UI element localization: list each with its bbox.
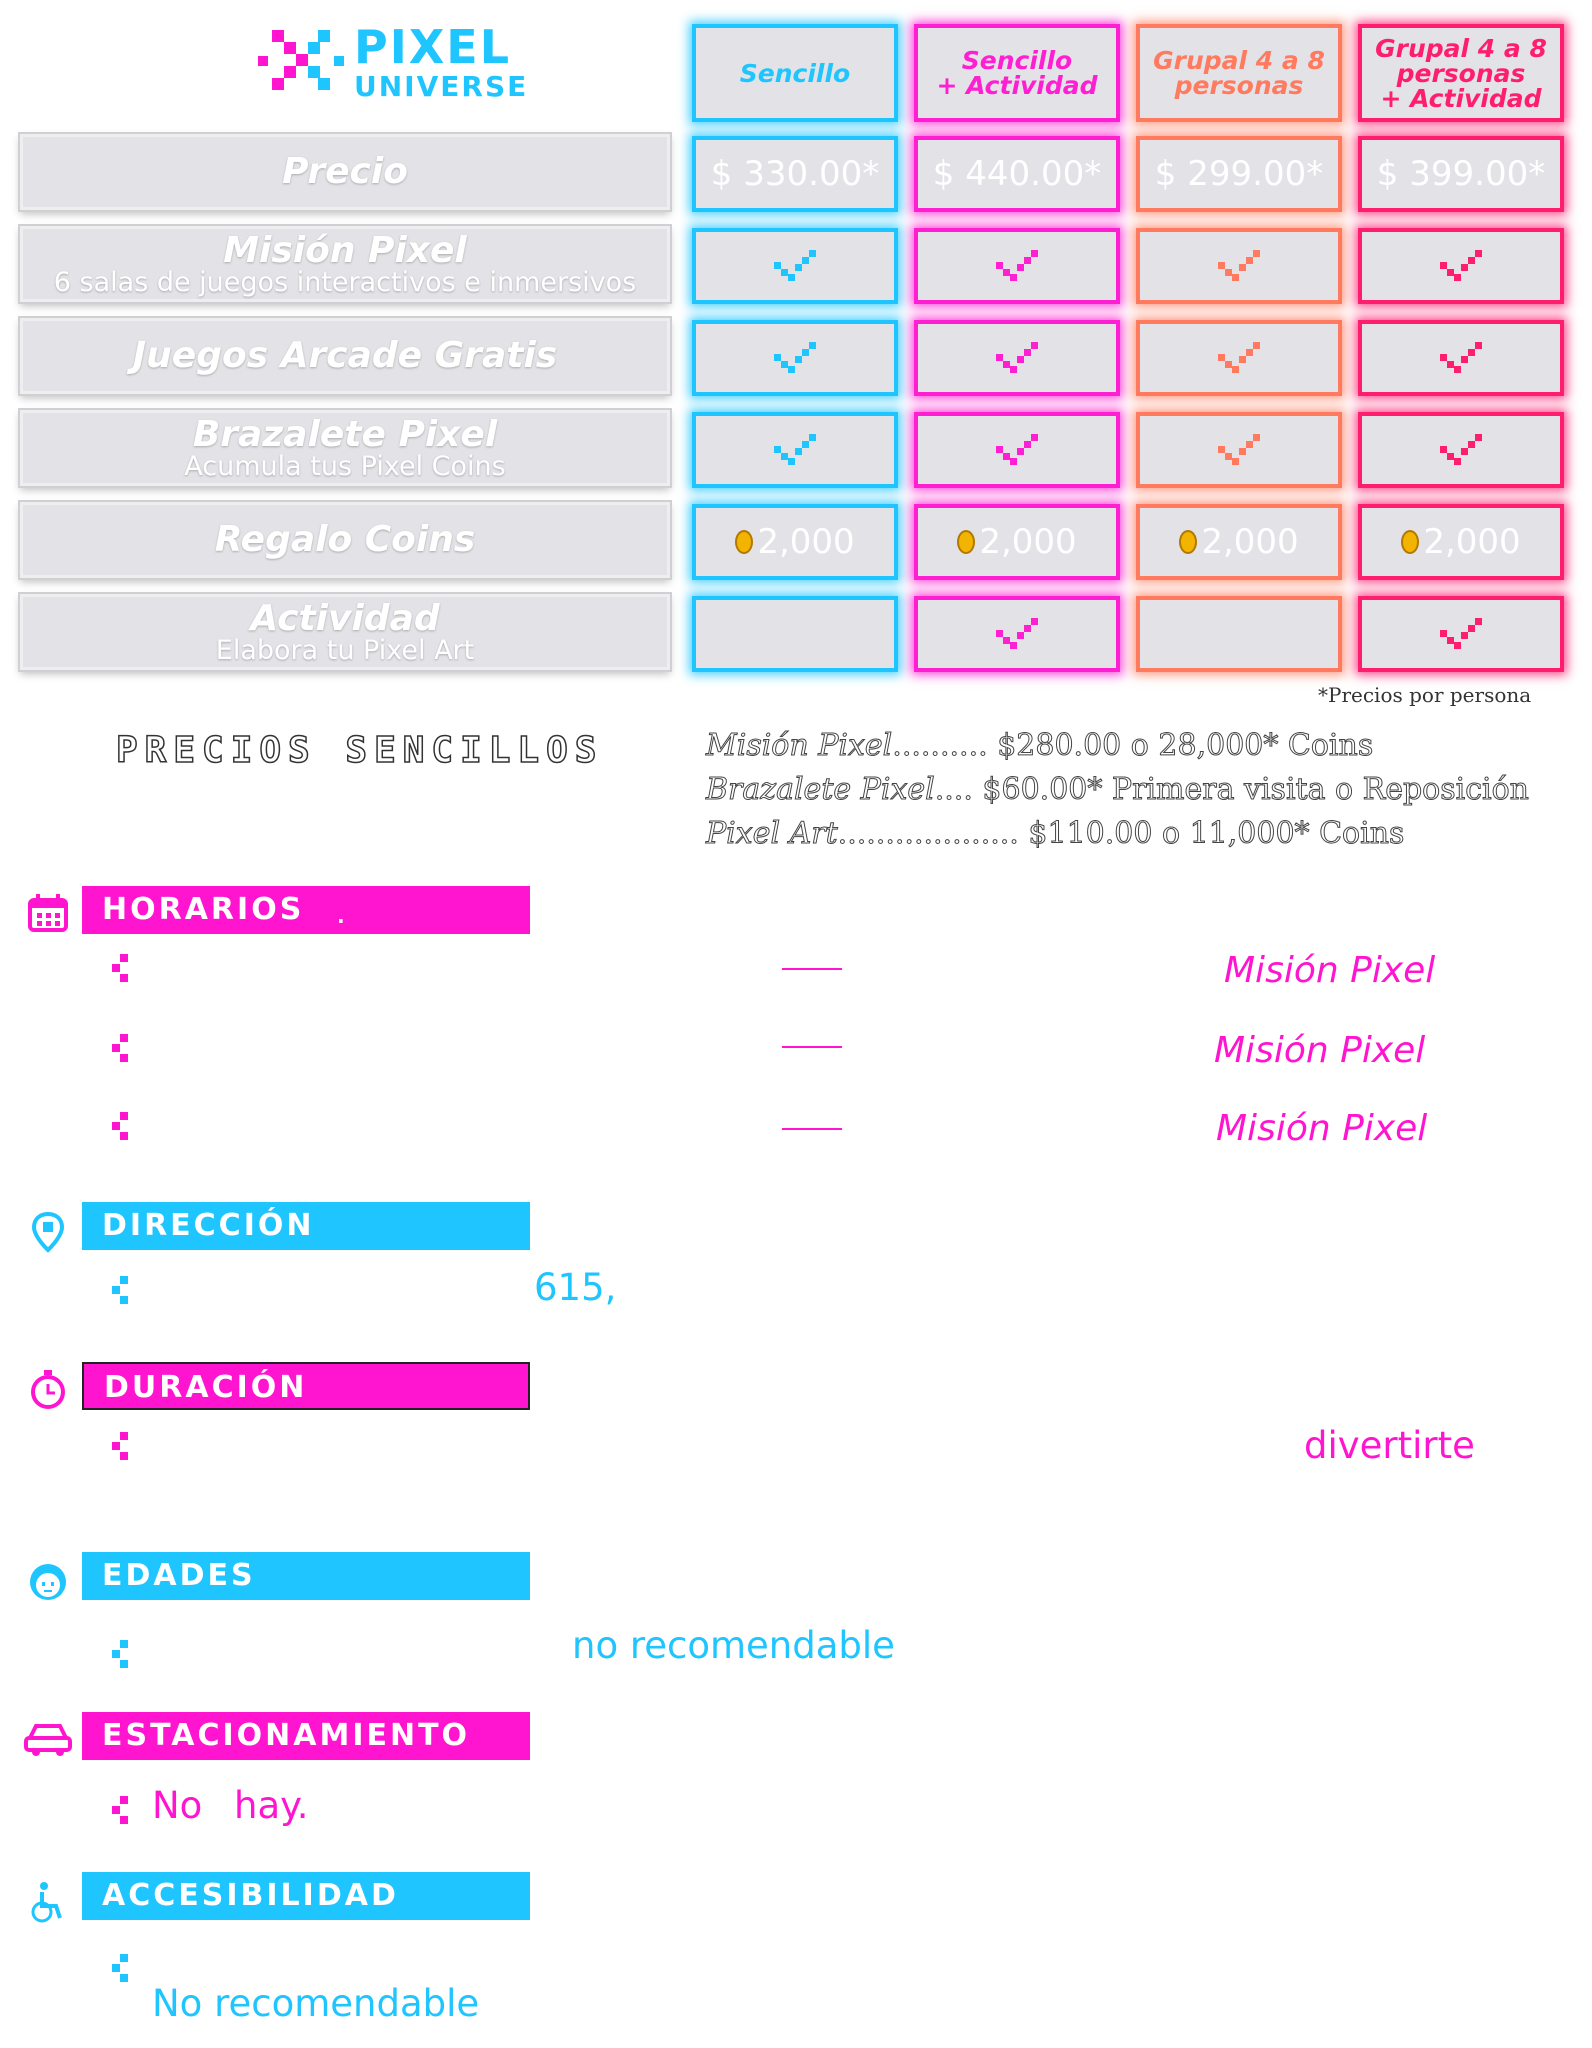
check-icon [996,434,1038,466]
dash-line [782,968,842,970]
actividad-check-cell [692,596,898,672]
pixel-bullet-icon [110,1432,130,1464]
brazalete-check-cell [914,412,1120,488]
check-icon [1440,342,1482,374]
price-cell [692,136,898,212]
edades-text: no recomendable [572,1624,895,1667]
mision-check-cell [1136,228,1342,304]
check-icon [996,250,1038,282]
coins-value: 2,000 [757,522,855,562]
duracion-text: divertirte [1304,1424,1475,1467]
check-icon [1218,342,1260,374]
estacionamiento-title: ESTACIONAMIENTO [102,1718,471,1753]
price-cell [1358,136,1564,212]
horarios-dot: . [337,904,348,928]
price-value: $ 299.00* [1154,154,1324,194]
pixel-x-logo-icon [258,30,346,96]
plan-name: Grupal 4 a 8 personas + Actividad [1375,33,1547,113]
price-value: $ 440.00* [932,154,1102,194]
price-value: $ 399.00* [1376,154,1546,194]
pixel-bullet-icon [110,1034,130,1066]
car-icon [22,1716,74,1760]
brazalete-label: Brazalete Pixel [192,414,498,455]
coins-cell [914,504,1120,580]
price-cell [914,136,1120,212]
coin-icon [1179,530,1197,554]
coin-icon [957,530,975,554]
actividad-check-cell [914,596,1120,672]
clock-icon [26,1368,70,1412]
pixel-bullet-icon [110,1112,130,1144]
estacionamiento-text-1: No [152,1784,203,1827]
ps-name: Misión Pixel [706,728,893,763]
ps-name: Brazalete Pixel [706,772,935,807]
accesibilidad-title: ACCESIBILIDAD [102,1878,399,1913]
mision-check-cell [692,228,898,304]
brazalete-check-cell [1136,412,1342,488]
check-icon [774,342,816,374]
coins-value: 2,000 [979,522,1077,562]
accesibilidad-bar [82,1872,530,1920]
horarios-title: HORARIOS [102,892,305,927]
ps-dots: ................... [837,816,1019,851]
coins-value: 2,000 [1201,522,1299,562]
direccion-bar [82,1202,530,1250]
precio-label: Precio [282,151,408,192]
plan-header-grupal-actividad [1358,24,1564,122]
mision-label: Misión Pixel [223,230,467,271]
dash-line [782,1046,842,1048]
coins-value: 2,000 [1423,522,1521,562]
coin-icon [1401,530,1419,554]
brazalete-check-cell [1358,412,1564,488]
edades-title: EDADES [102,1558,256,1593]
duracion-bar [82,1362,530,1410]
brazalete-sub: Acumula tus Pixel Coins [184,451,506,482]
price-value: $ 330.00* [710,154,880,194]
check-icon [774,434,816,466]
check-icon [774,250,816,282]
check-icon [1440,250,1482,282]
pixel-universe-logo [258,20,529,104]
brazalete-check-cell [692,412,898,488]
plan-header-sencillo [692,24,898,122]
row-label-actividad [20,594,670,670]
duracion-title: DURACIÓN [104,1370,308,1405]
location-pin-icon [26,1210,70,1254]
check-icon [1218,250,1260,282]
check-icon [996,618,1038,650]
plan-name: Sencillo + Actividad [936,46,1098,100]
direccion-title: DIRECCIÓN [102,1208,315,1243]
horario-mision-2: Misión Pixel [1214,1030,1426,1071]
estacionamiento-text-2: hay. [234,1784,309,1827]
coins-cell [692,504,898,580]
pixel-bullet-icon [110,954,130,986]
child-face-icon [26,1560,70,1604]
ps-value: $280.00 o 28,000* Coins [997,728,1374,763]
footnote: *Precios por persona [1318,683,1532,707]
check-icon [1440,434,1482,466]
edades-bar [82,1552,530,1600]
arcade-check-cell [914,320,1120,396]
wheelchair-icon [26,1880,70,1924]
accesibilidad-text: No recomendable [152,1982,480,2025]
arcade-check-cell [692,320,898,396]
direccion-text: 615, [534,1266,617,1309]
ps-value: $60.00* Primera visita o Reposición [982,772,1529,807]
horario-mision-3: Misión Pixel [1216,1108,1428,1149]
arcade-check-cell [1136,320,1342,396]
mision-sub: 6 salas de juegos interactivos e inmersivos [53,267,637,298]
coin-icon [735,530,753,554]
precios-sencillos-title: PRECIOS SENCILLOS [116,730,604,771]
coins-cell [1136,504,1342,580]
coins-label: Regalo Coins [214,519,476,560]
actividad-sub: Elabora tu Pixel Art [215,635,475,666]
arcade-label: Juegos Arcade Gratis [132,335,558,376]
horarios-bar [82,886,530,934]
check-icon [1440,618,1482,650]
ps-row [706,772,1529,807]
logo-line-1: PIXEL [354,20,512,74]
row-label-brazalete [20,410,670,486]
logo-line-2: UNIVERSE [354,70,529,103]
plan-name: Sencillo [739,58,851,88]
plan-name: Grupal 4 a 8 personas [1153,46,1325,100]
row-label-precio [20,134,670,210]
mision-check-cell [1358,228,1564,304]
arcade-check-cell [1358,320,1564,396]
horario-mision-1: Misión Pixel [1224,950,1436,991]
check-icon [996,342,1038,374]
ps-row [706,816,1404,851]
estacionamiento-bar [82,1712,530,1760]
plan-header-grupal [1136,24,1342,122]
pixel-bullet-icon [110,1796,130,1828]
dash-line [782,1128,842,1130]
actividad-check-cell [1358,596,1564,672]
row-label-arcade [20,318,670,394]
ps-dots: .......... [892,728,988,763]
row-label-coins [20,502,670,578]
mision-check-cell [914,228,1120,304]
pixel-bullet-icon [110,1276,130,1308]
plan-header-sencillo-actividad [914,24,1120,122]
ps-row [706,728,1373,763]
actividad-check-cell [1136,596,1342,672]
actividad-label: Actividad [250,598,440,639]
calendar-icon [26,892,70,936]
ps-dots: .... [934,772,973,807]
pixel-bullet-icon [110,1954,130,1986]
ps-value: $110.00 o 11,000* Coins [1028,816,1405,851]
ps-name: Pixel Art [706,816,838,851]
row-label-mision [20,226,670,302]
check-icon [1218,434,1260,466]
pixel-bullet-icon [110,1640,130,1672]
coins-cell [1358,504,1564,580]
price-cell [1136,136,1342,212]
